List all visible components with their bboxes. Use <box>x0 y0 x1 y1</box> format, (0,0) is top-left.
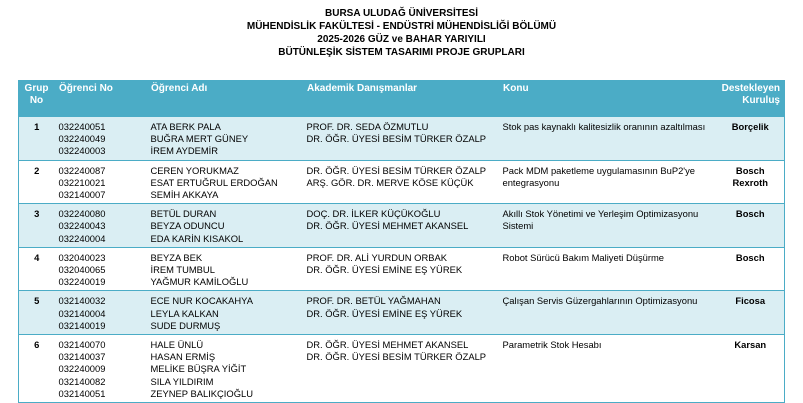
project-topic: Çalışan Servis Güzergahlarının Optimizasyonu <box>502 295 698 307</box>
student-name: ATA BERK PALA <box>150 121 221 132</box>
topic-cell <box>499 247 717 291</box>
topic-cell <box>499 291 717 335</box>
supporter-cell <box>717 335 785 403</box>
student-no: 032210021 <box>58 176 106 188</box>
student-name-cell <box>147 291 303 335</box>
faculty-title: MÜHENDİSLİK FAKÜLTESİ - ENDÜSTRİ MÜHENDİSLİĞİ BÖLÜMÜ <box>246 21 557 32</box>
document-header <box>0 0 803 59</box>
column-header-advisors: Akademik Danışmanlar <box>303 81 499 117</box>
column-header-supporter-line1: Destekleyen <box>721 83 780 94</box>
student-no-cell <box>55 160 147 204</box>
advisors-cell <box>303 204 499 248</box>
topic-cell <box>499 204 717 248</box>
student-no-cell <box>55 117 147 161</box>
student-name: LEYLA KALKAN <box>150 307 219 319</box>
student-name: SUDE DURMUŞ <box>150 319 221 331</box>
table-row <box>19 160 785 204</box>
column-header-supporter-line2: Kuruluş <box>742 95 780 106</box>
supporter-name: Bosch <box>735 208 765 220</box>
advisor-name: DR. ÖĞR. ÜYESİ BESİM TÜRKER ÖZALP <box>306 351 487 363</box>
supporter-cell <box>717 291 785 335</box>
topic-cell <box>499 160 717 204</box>
university-title: BURSA ULUDAĞ ÜNİVERSİTESİ <box>325 8 478 19</box>
document-title: BÜTÜNLEŞİK SİSTEM TASARIMI PROJE GRUPLARI <box>278 47 525 58</box>
advisor-name: DR. ÖĞR. ÜYESİ BESİM TÜRKER ÖZALP <box>306 133 487 145</box>
student-name: SILA YILDIRIM <box>150 375 214 387</box>
student-no: 032240080 <box>58 208 106 220</box>
student-name-cell <box>147 204 303 248</box>
student-name: İREM TUMBUL <box>150 264 215 276</box>
advisor-name: DR. ÖĞR. ÜYESİ MEHMET AKANSEL <box>306 339 469 351</box>
student-name: MELİKE BÜŞRA YİĞİT <box>150 363 247 375</box>
column-header-group-no-line2: No <box>29 95 44 106</box>
student-name: ECE NUR KOCAKAHYA <box>150 295 253 307</box>
supporter-cell <box>717 160 785 204</box>
project-topic: Robot Sürücü Bakım Maliyeti Düşürme <box>502 251 665 263</box>
student-no: 032240043 <box>58 220 106 232</box>
table-row <box>19 117 785 161</box>
table-row <box>19 291 785 335</box>
table-row <box>19 247 785 291</box>
group-no-cell: 5 <box>19 291 55 335</box>
student-name: ZEYNEP BALIKÇIOĞLU <box>150 387 253 399</box>
student-name: BETÜL DURAN <box>150 208 217 220</box>
student-no: 032040023 <box>58 251 106 263</box>
supporter-cell <box>717 204 785 248</box>
student-no: 032140007 <box>58 189 106 201</box>
student-name: HALE ÜNLÜ <box>150 339 204 351</box>
student-no-cell <box>55 204 147 248</box>
student-no: 032240051 <box>58 121 106 132</box>
semester-title: 2025-2026 GÜZ ve BAHAR YARIYILI <box>317 34 486 45</box>
student-name: EDA KARİN KISAKOL <box>150 232 244 244</box>
project-groups-table <box>18 80 785 403</box>
group-no-cell: 4 <box>19 247 55 291</box>
advisor-name: PROF. DR. SEDA ÖZMUTLU <box>306 121 429 132</box>
student-no: 032240003 <box>58 145 106 157</box>
student-name: CEREN YORUKMAZ <box>150 164 239 176</box>
column-header-supporter <box>717 81 785 117</box>
student-no-cell <box>55 335 147 403</box>
topic-cell <box>499 335 717 403</box>
supporter-name: Ficosa <box>735 295 766 307</box>
student-no: 032140019 <box>58 319 106 331</box>
topic-cell <box>499 117 717 161</box>
student-no: 032240009 <box>58 363 106 375</box>
student-name: YAĞMUR KAMİLOĞLU <box>150 276 249 288</box>
student-no: 032240087 <box>58 164 106 176</box>
advisor-name: PROF. DR. BETÜL YAĞMAHAN <box>306 295 441 307</box>
column-header-topic: Konu <box>499 81 717 117</box>
group-no-cell: 6 <box>19 335 55 403</box>
table-row <box>19 204 785 248</box>
student-no: 032140070 <box>58 339 106 351</box>
group-no-cell: 2 <box>19 160 55 204</box>
advisor-name: PROF. DR. ALİ YURDUN ORBAK <box>306 251 447 263</box>
student-name-cell <box>147 117 303 161</box>
student-no: 032240019 <box>58 276 106 288</box>
table-header-row <box>19 81 785 117</box>
student-no: 032140051 <box>58 387 106 399</box>
supporter-name: Bosch <box>735 251 765 263</box>
advisors-cell <box>303 335 499 403</box>
student-name: ESAT ERTUĞRUL ERDOĞAN <box>150 176 278 188</box>
column-header-group-no <box>19 81 55 117</box>
student-no: 032140004 <box>58 307 106 319</box>
supporter-name: Borçelik <box>731 121 769 132</box>
student-no: 032240004 <box>58 232 106 244</box>
advisor-name: DR. ÖĞR. ÜYESİ BESİM TÜRKER ÖZALP <box>306 164 487 176</box>
project-topic: Stok pas kaynaklı kalitesizlik oranının azaltılması <box>502 121 706 132</box>
project-topic: Pack MDM paketleme uygulamasının BuP2'ye entegrasyonu <box>502 164 696 188</box>
student-no: 032240049 <box>58 133 106 145</box>
advisors-cell <box>303 247 499 291</box>
column-header-student-no: Öğrenci No <box>55 81 147 117</box>
student-name: BUĞRA MERT GÜNEY <box>150 133 249 145</box>
table-body <box>19 117 785 403</box>
student-no: 032040065 <box>58 264 106 276</box>
supporter-name: Rexroth <box>732 176 768 188</box>
student-no: 032140032 <box>58 295 106 307</box>
group-no-cell: 1 <box>19 117 55 161</box>
advisors-cell <box>303 160 499 204</box>
column-header-group-no-line1: Grup <box>24 83 49 94</box>
supporter-name: Bosch <box>735 164 765 176</box>
student-name: BEYZA ODUNCU <box>150 220 225 232</box>
student-name: İREM AYDEMİR <box>150 145 219 157</box>
student-no-cell <box>55 291 147 335</box>
advisors-cell <box>303 117 499 161</box>
advisor-name: DR. ÖĞR. ÜYESİ EMİNE EŞ YÜREK <box>306 264 463 276</box>
student-no: 032140037 <box>58 351 106 363</box>
student-name: BEYZA BEK <box>150 251 203 263</box>
student-name-cell <box>147 247 303 291</box>
student-name: HASAN ERMİŞ <box>150 351 216 363</box>
student-no-cell <box>55 247 147 291</box>
student-name-cell <box>147 160 303 204</box>
supporter-cell <box>717 247 785 291</box>
advisor-name: DR. ÖĞR. ÜYESİ EMİNE EŞ YÜREK <box>306 307 463 319</box>
project-topic: Akıllı Stok Yönetimi ve Yerleşim Optimizasyonu Sistemi <box>502 208 699 232</box>
student-name-cell <box>147 335 303 403</box>
advisor-name: DR. ÖĞR. ÜYESİ MEHMET AKANSEL <box>306 220 469 232</box>
student-name: SEMİH AKKAYA <box>150 189 219 201</box>
table-row <box>19 335 785 403</box>
supporter-name: Karsan <box>734 339 767 351</box>
advisor-name: DOÇ. DR. İLKER KÜÇÜKOĞLU <box>306 208 441 220</box>
advisor-name: ARŞ. GÖR. DR. MERVE KÖSE KÜÇÜK <box>306 176 474 188</box>
student-no: 032140082 <box>58 375 106 387</box>
project-topic: Parametrik Stok Hesabı <box>502 339 602 351</box>
group-no-cell: 3 <box>19 204 55 248</box>
column-header-student-name: Öğrenci Adı <box>147 81 303 117</box>
supporter-cell <box>717 117 785 161</box>
advisors-cell <box>303 291 499 335</box>
